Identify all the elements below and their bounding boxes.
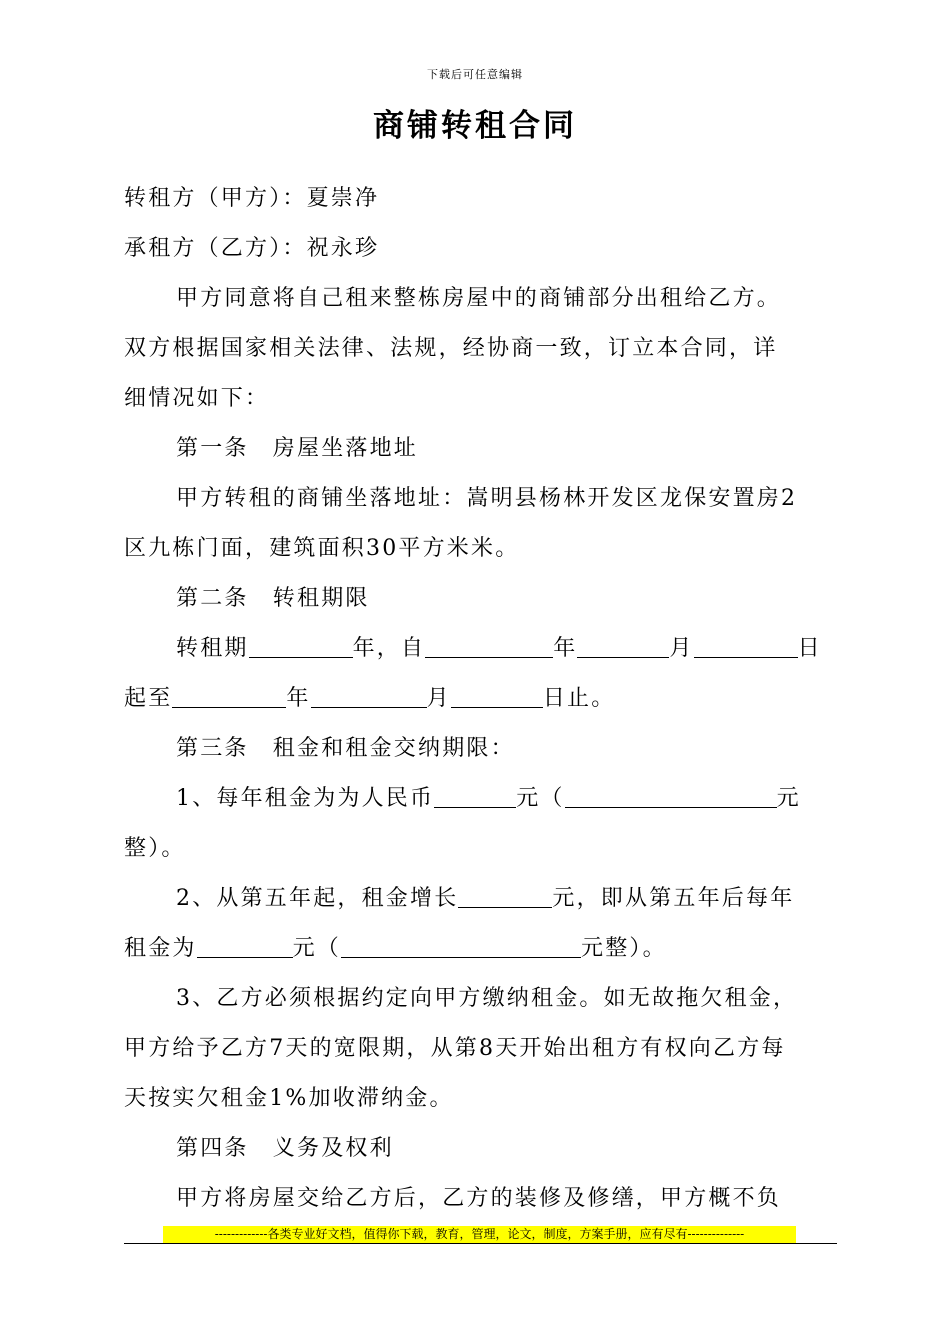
annual-rent-words-blank[interactable] bbox=[565, 785, 777, 808]
rent-line-2: 整）。 bbox=[124, 836, 186, 861]
increase-blank[interactable] bbox=[458, 885, 552, 908]
document-title: 商铺转租合同 bbox=[373, 108, 577, 144]
increase-line-1 bbox=[176, 884, 836, 914]
end-month-blank[interactable] bbox=[311, 685, 427, 708]
end-day-blank[interactable] bbox=[451, 685, 543, 708]
term-line-1 bbox=[176, 634, 836, 664]
term-years-blank[interactable] bbox=[249, 635, 353, 658]
late-fee-line-2: 甲方给予乙方7天的宽限期，从第8天开始出租方有权向乙方每 bbox=[124, 1036, 786, 1061]
yuan-label: 元 bbox=[776, 786, 801, 811]
annual-rent-blank[interactable] bbox=[434, 785, 516, 808]
rent-is-label: 租金为 bbox=[124, 936, 197, 961]
late-fee-line-1: 3、乙方必须根据约定向甲方缴纳租金。如无故拖欠租金， bbox=[176, 986, 798, 1011]
yuan-paren-label: 元（ bbox=[516, 786, 565, 811]
term-label: 转租期 bbox=[176, 636, 249, 661]
new-rent-yuan-label: 元（ bbox=[292, 936, 342, 961]
new-rent-words-blank[interactable] bbox=[341, 935, 581, 958]
address-line-2: 区九栋门面，建筑面积30平方米米。 bbox=[124, 536, 520, 561]
until-label: 起至 bbox=[124, 686, 173, 711]
late-fee-line-3: 天按实欠租金1%加收滞纳金。 bbox=[124, 1086, 454, 1111]
increase-line-2 bbox=[124, 934, 836, 964]
obligation-line-1: 甲方将房屋交给乙方后，乙方的装修及修缮，甲方概不负 bbox=[176, 1186, 782, 1211]
start-day-blank[interactable] bbox=[694, 635, 798, 658]
end-year-label: 年 bbox=[286, 686, 311, 711]
article-2-heading: 第二条 转租期限 bbox=[176, 586, 370, 611]
month-label: 月 bbox=[669, 636, 694, 661]
footer-divider bbox=[124, 1243, 837, 1244]
start-month-blank[interactable] bbox=[577, 635, 669, 658]
header-note: 下载后可任意编辑 bbox=[427, 68, 523, 81]
intro-line-2: 双方根据国家相关法律、法规，经协商一致，订立本合同，详 bbox=[124, 336, 778, 361]
increase-suffix: 元，即从第五年后每年 bbox=[552, 886, 795, 911]
end-month-label: 月 bbox=[426, 686, 451, 711]
end-year-blank[interactable] bbox=[172, 685, 286, 708]
end-day-label: 日止。 bbox=[542, 686, 616, 711]
article-1-heading: 第一条 房屋坐落地址 bbox=[176, 436, 419, 461]
sublessee-line: 承租方（乙方）：祝永珍 bbox=[124, 236, 380, 261]
intro-line-3: 细情况如下： bbox=[124, 386, 270, 411]
increase-label: 2、从第五年起，租金增长 bbox=[176, 886, 459, 911]
new-rent-blank[interactable] bbox=[197, 935, 293, 958]
term-line-2 bbox=[124, 684, 836, 714]
term-from-label: 年，自 bbox=[352, 636, 426, 661]
new-rent-end-label: 元整）。 bbox=[581, 936, 667, 961]
article-4-heading: 第四条 义务及权利 bbox=[176, 1136, 394, 1161]
rent-line-1 bbox=[176, 784, 836, 814]
intro-line-1: 甲方同意将自己租来整栋房屋中的商铺部分出租给乙方。 bbox=[176, 286, 782, 311]
address-line-1: 甲方转租的商铺坐落地址：嵩明县杨林开发区龙保安置房2 bbox=[176, 486, 798, 511]
footer-banner: -------------各类专业好文档，值得你下载，教育，管理，论文，制度，方案手册，应有尽有-------------- bbox=[163, 1226, 796, 1243]
start-year-blank[interactable] bbox=[425, 635, 553, 658]
annual-rent-label: 1、每年租金为为人民币 bbox=[176, 786, 435, 811]
year-label: 年 bbox=[553, 636, 578, 661]
sublessor-line: 转租方（甲方）：夏崇净 bbox=[124, 186, 380, 211]
article-3-heading: 第三条 租金和租金交纳期限： bbox=[176, 736, 515, 761]
day-label: 日 bbox=[797, 636, 822, 661]
